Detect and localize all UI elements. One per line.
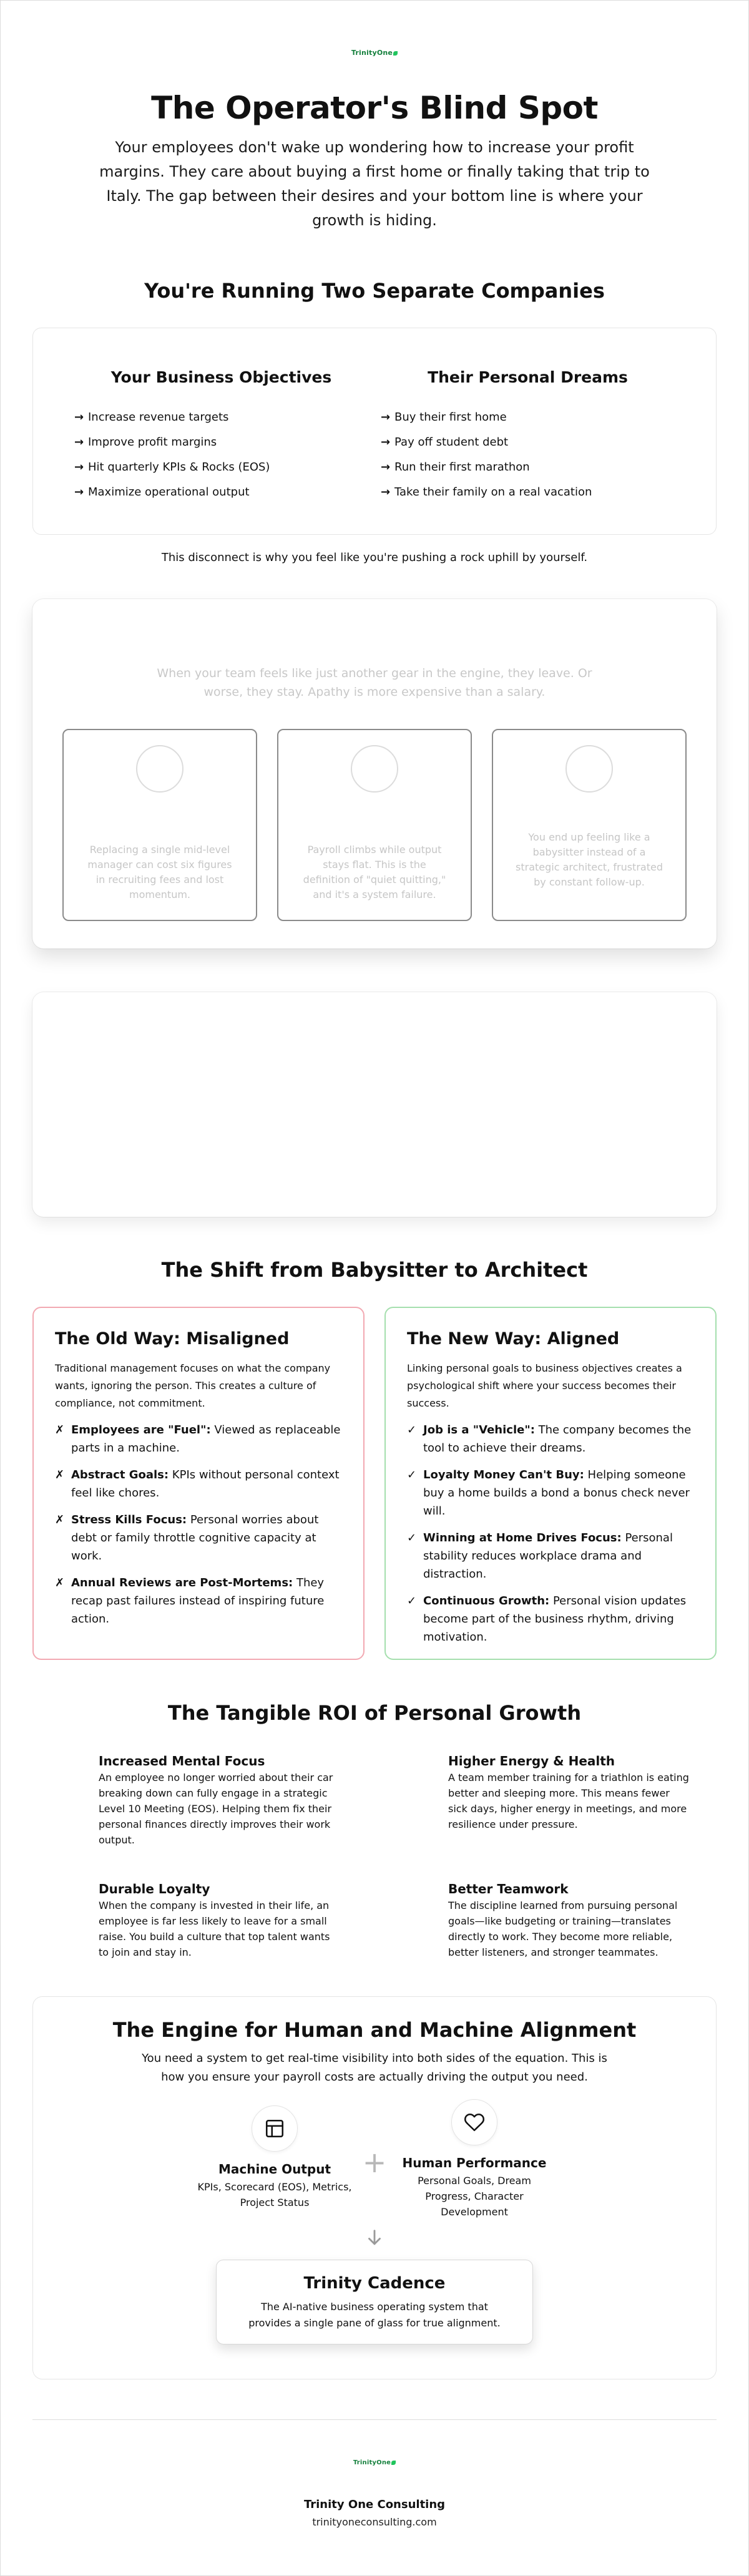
list-item-text xyxy=(71,1511,342,1565)
apathy-intro: When your team feels like just another gear in the engine, they leave. Or worse, they stay. Apathy is more expensive than a salary. xyxy=(157,666,592,699)
arrow-right-icon: → xyxy=(381,461,391,474)
list-item-text: Pay off student debt xyxy=(394,436,509,449)
old-way-heading: The Old Way: Misaligned xyxy=(55,1329,290,1349)
list-item xyxy=(74,480,374,505)
check-icon: ✓ xyxy=(407,1468,417,1481)
apathy-box-text: Replacing a single mid-level manager can cost six figures in recruiting fees and lost momentum. xyxy=(87,844,232,900)
list-item xyxy=(55,1574,342,1628)
roi-item-title: Higher Energy & Health xyxy=(448,1754,615,1769)
list-item-text xyxy=(71,1574,342,1628)
human-performance-title: Human Performance xyxy=(402,2155,547,2170)
list-item-text xyxy=(71,1466,342,1502)
arrow-right-icon: → xyxy=(74,461,84,474)
layout-icon xyxy=(252,2105,298,2152)
heart-icon xyxy=(451,2099,497,2145)
list-item xyxy=(381,480,681,505)
item-text: KPIs without personal context feel like chores. xyxy=(71,1468,340,1500)
arrow-right-icon: → xyxy=(381,436,391,449)
roi-item-text: An employee no longer worried about their car breaking down can fully engage in a strategic Level 10 Meeting (EOS). Helping them fix their personal finances directly improves their work output. xyxy=(99,1772,333,1846)
machine-output xyxy=(193,2105,356,2210)
item-text: The company becomes the tool to achieve their dreams. xyxy=(423,1423,692,1455)
list-item-text xyxy=(423,1529,694,1583)
check-icon: ✓ xyxy=(407,1423,417,1437)
item-bold-label: Winning at Home Drives Focus: xyxy=(423,1531,622,1544)
list-item-text xyxy=(423,1592,694,1646)
arrow-down-icon xyxy=(33,2227,716,2251)
item-text: Personal stability reduces workplace drama and distraction. xyxy=(423,1531,673,1581)
arrow-right-icon: → xyxy=(74,411,84,424)
list-item xyxy=(381,455,681,480)
list-item-text: Take their family on a real vacation xyxy=(394,485,592,499)
engine-title: The Engine for Human and Machine Alignment xyxy=(112,2018,637,2042)
item-text: Viewed as replaceable parts in a machine. xyxy=(71,1423,341,1455)
engine-subtitle: You need a system to get real-time visibility into both sides of the equation. This is how you ensure your payroll costs are actually driving the output you need. xyxy=(142,2052,607,2084)
list-item xyxy=(407,1592,694,1646)
list-item xyxy=(74,455,374,480)
old-way-intro: Traditional management focuses on what the company wants, ignoring the person. This creates a culture of compliance, not commitment. xyxy=(55,1362,331,1409)
placeholder-circle-icon xyxy=(136,745,184,793)
trinity-cadence-box[interactable] xyxy=(216,2260,533,2344)
roi-item xyxy=(99,1881,448,1960)
new-way-intro: Linking personal goals to business objectives creates a psychological shift where your success becomes their success. xyxy=(407,1362,682,1409)
machine-output-text: KPIs, Scorecard (EOS), Metrics, Project Status xyxy=(197,2181,352,2208)
item-bold-label: Loyalty Money Can't Buy: xyxy=(423,1468,584,1481)
roi-item-text: When the company is invested in their life, an employee is far less likely to leave for a small raise. You build a culture that top talent wants to join and stay in. xyxy=(99,1900,330,1958)
apathy-box xyxy=(277,729,472,921)
personal-dreams-heading: Their Personal Dreams xyxy=(428,368,628,386)
engine-card xyxy=(32,1996,717,2379)
list-item-text: Run their first marathon xyxy=(394,461,530,474)
leaf-icon xyxy=(391,2461,396,2465)
plus-icon: + xyxy=(362,2145,387,2179)
item-bold-label: Annual Reviews are Post-Mortems: xyxy=(71,1576,293,1589)
list-item xyxy=(407,1421,694,1457)
list-item xyxy=(74,405,374,430)
item-bold-label: Employees are "Fuel": xyxy=(71,1423,211,1437)
list-item-text xyxy=(423,1466,694,1520)
logo-text[interactable] xyxy=(353,2459,396,2466)
apathy-boxes xyxy=(32,729,717,921)
two-companies-card xyxy=(32,328,717,535)
two-companies-title: You're Running Two Separate Companies xyxy=(144,279,605,303)
item-text: Personal worries about debt or family throttle cognitive capacity at work. xyxy=(71,1513,319,1563)
personal-dreams-list xyxy=(374,405,681,505)
roi-item-text: A team member training for a triathlon is eating better and sleeping more. This means fewer sick days, higher energy in meetings, and more resilience under pressure. xyxy=(448,1772,689,1830)
item-text: Helping someone buy a home builds a bond a bonus check never will. xyxy=(423,1468,690,1518)
check-icon: ✓ xyxy=(407,1531,417,1544)
list-item-text: Improve profit margins xyxy=(88,436,217,449)
business-objectives-list xyxy=(68,405,374,505)
disconnect-note: This disconnect is why you feel like you're pushing a rock uphill by yourself. xyxy=(161,551,588,564)
hero-subtitle: Your employees don't wake up wondering how to increase your profit margins. They care about buying a first home or finally taking that trip to Italy. The gap between their desires and your bottom line is where your growth is hiding. xyxy=(99,139,650,229)
roi-item xyxy=(448,1754,710,1848)
new-way-card xyxy=(384,1307,717,1660)
item-text: They recap past failures instead of inspiring future action. xyxy=(71,1576,325,1626)
hero-title: The Operator's Blind Spot xyxy=(151,90,598,126)
list-item-text xyxy=(71,1421,342,1457)
footer-logo[interactable] xyxy=(32,2455,717,2467)
x-mark-icon: ✗ xyxy=(55,1513,65,1526)
human-performance-text: Personal Goals, Dream Progress, Character Development xyxy=(418,2175,531,2218)
human-performance xyxy=(393,2105,556,2220)
logo-text[interactable] xyxy=(351,49,398,57)
apathy-box-text: Payroll climbs while output stays flat. This is the definition of "quiet quitting," and it's a system failure. xyxy=(303,844,446,900)
roi-title: The Tangible ROI of Personal Growth xyxy=(167,1701,582,1725)
arrow-right-icon: → xyxy=(381,411,391,424)
list-item xyxy=(407,1529,694,1583)
apathy-box xyxy=(492,729,687,921)
list-item xyxy=(381,405,681,430)
list-item-text: Hit quarterly KPIs & Rocks (EOS) xyxy=(88,461,270,474)
apathy-card xyxy=(32,599,717,949)
list-item-text: Buy their first home xyxy=(394,411,507,424)
item-bold-label: Continuous Growth: xyxy=(423,1594,550,1608)
content-wrapper xyxy=(32,1,717,2528)
cadence-title: Trinity Cadence xyxy=(303,2274,446,2293)
arrow-right-icon: → xyxy=(74,485,84,499)
empty-card xyxy=(32,992,717,1217)
placeholder-circle-icon xyxy=(351,745,398,793)
machine-output-title: Machine Output xyxy=(218,2162,331,2177)
logo-suffix: One xyxy=(376,2459,391,2466)
list-item-text: Increase revenue targets xyxy=(88,411,229,424)
footer-company-name: Trinity One Consulting xyxy=(303,2498,446,2511)
apathy-box-text: You end up feeling like a babysitter instead of a strategic architect, frustrated by constant follow-up. xyxy=(516,831,663,888)
item-text: Personal vision updates become part of the business rhythm, driving motivation. xyxy=(423,1594,687,1644)
item-bold-label: Abstract Goals: xyxy=(71,1468,169,1481)
footer xyxy=(32,2420,717,2528)
list-item xyxy=(74,430,374,455)
logo-word: Trinity xyxy=(351,49,377,57)
arrow-right-icon: → xyxy=(381,485,391,499)
list-item-text xyxy=(423,1421,694,1457)
apathy-box xyxy=(62,729,257,921)
personal-dreams-column xyxy=(374,368,681,534)
list-item xyxy=(55,1466,342,1502)
logo-word: Trinity xyxy=(353,2459,377,2466)
header-logo[interactable] xyxy=(32,1,717,66)
shift-title: The Shift from Babysitter to Architect xyxy=(161,1258,588,1282)
x-mark-icon: ✗ xyxy=(55,1576,65,1589)
roi-item-text: The discipline learned from pursuing personal goals—like budgeting or training—translates directly to work. They become more reliable, better listeners, and stronger teammates. xyxy=(448,1900,678,1958)
footer-website-link[interactable]: trinityoneconsulting.com xyxy=(312,2516,437,2528)
business-objectives-heading: Your Business Objectives xyxy=(110,368,332,386)
list-item xyxy=(381,430,681,455)
list-item-text: Maximize operational output xyxy=(88,485,250,499)
new-way-heading: The New Way: Aligned xyxy=(407,1329,620,1349)
roi-item-title: Better Teamwork xyxy=(448,1881,569,1896)
old-way-card xyxy=(32,1307,365,1660)
item-bold-label: Job is a "Vehicle": xyxy=(423,1423,535,1437)
item-bold-label: Stress Kills Focus: xyxy=(71,1513,187,1526)
list-item xyxy=(55,1511,342,1565)
roi-item xyxy=(99,1754,448,1848)
leaf-icon xyxy=(393,51,398,56)
business-objectives-column xyxy=(68,368,374,534)
placeholder-circle-icon xyxy=(565,745,613,793)
x-mark-icon: ✗ xyxy=(55,1468,65,1481)
check-icon: ✓ xyxy=(407,1594,417,1608)
x-mark-icon: ✗ xyxy=(55,1423,65,1437)
logo-suffix: One xyxy=(376,49,393,57)
roi-grid xyxy=(32,1754,717,1960)
roi-item-title: Durable Loyalty xyxy=(99,1881,210,1896)
shift-comparison xyxy=(32,1307,717,1660)
arrow-right-icon: → xyxy=(74,436,84,449)
cadence-text: The AI-native business operating system that provides a single pane of glass for true alignment. xyxy=(248,2301,501,2329)
engine-equation xyxy=(33,2105,716,2220)
roi-item-title: Increased Mental Focus xyxy=(99,1754,265,1769)
list-item xyxy=(407,1466,694,1520)
list-item xyxy=(55,1421,342,1457)
roi-item xyxy=(448,1881,710,1960)
